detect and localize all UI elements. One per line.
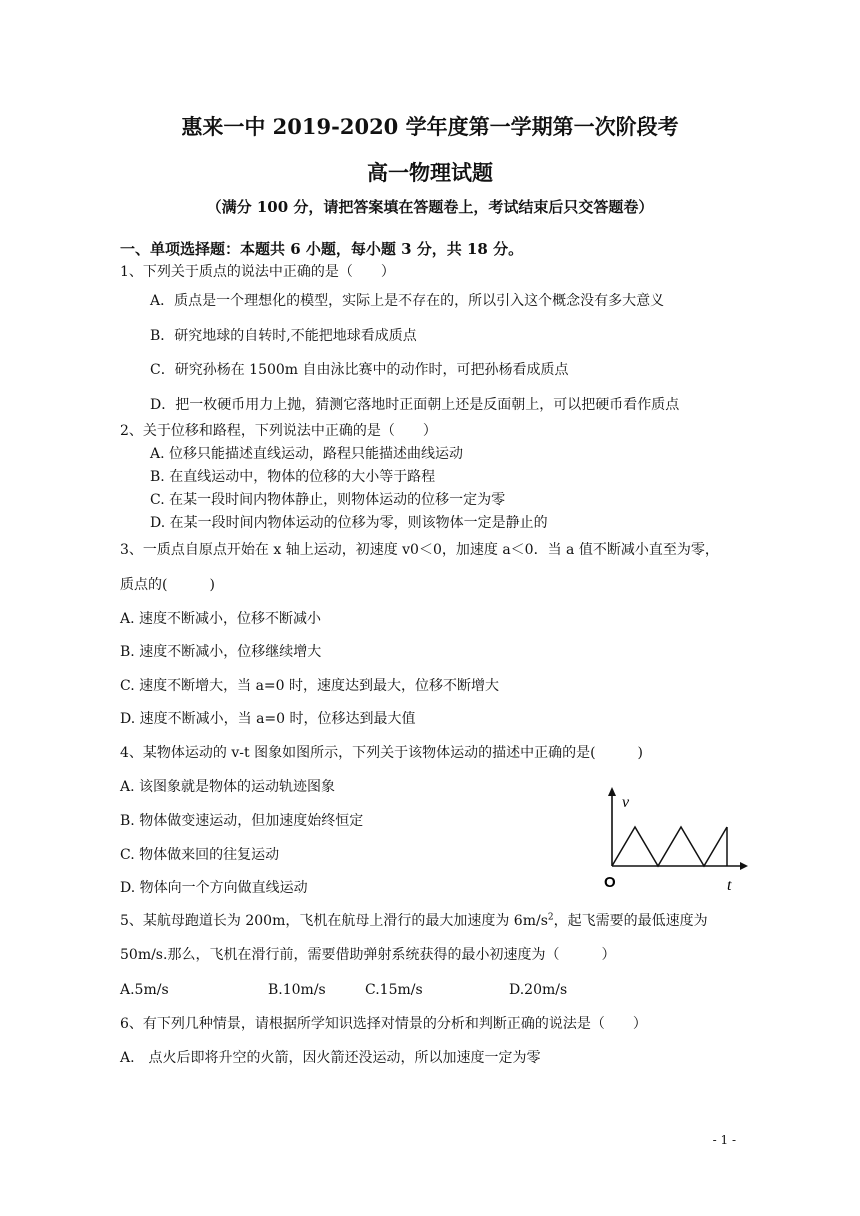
question-2-option-c: C. 在某一段时间内物体静止，则物体运动的位移一定为零 — [150, 492, 506, 508]
question-5-option-a: A.5m/s — [120, 982, 169, 998]
question-4-option-b: B. 物体做变速运动，但加速度始终恒定 — [120, 813, 364, 829]
exam-note: （满分 100 分，请把答案填在答题卷上，考试结束后只交答题卷） — [206, 198, 654, 216]
vt-graph-figure — [600, 786, 750, 894]
section-heading: 一、单项选择题：本题共 6 小题，每小题 3 分，共 18 分。 — [120, 240, 524, 258]
question-3-option-b: B. 速度不断减小，位移继续增大 — [120, 644, 322, 660]
exam-subtitle: 高一物理试题 — [367, 160, 493, 185]
question-1-option-c: C．研究孙杨在 1500m 自由泳比赛中的动作时，可把孙杨看成质点 — [150, 362, 569, 378]
question-5-option-d: D.20m/s — [509, 982, 568, 998]
question-2-option-b: B. 在直线运动中，物体的位移的大小等于路程 — [150, 469, 436, 485]
question-5-stem-text-end: ，起飞需要的最低速度为 — [553, 913, 708, 929]
question-4-stem: 4、某物体运动的 v-t 图象如图所示，下列关于该物体运动的描述中正确的是( ) — [120, 745, 643, 761]
exam-title: 惠来一中 2019-2020 学年度第一学期第一次阶段考 — [181, 114, 679, 139]
t-axis-label: t — [727, 877, 732, 894]
question-3-stem-line-2: 质点的( ) — [120, 577, 215, 593]
question-3-option-a: A. 速度不断减小，位移不断减小 — [120, 611, 322, 627]
vt-curve — [612, 827, 727, 866]
question-1-stem: 1、下列关于质点的说法中正确的是（ ） — [120, 264, 395, 280]
superscript-2: 2 — [547, 912, 554, 923]
question-1-option-a: A．质点是一个理想化的模型，实际上是不存在的，所以引入这个概念没有多大意义 — [150, 293, 665, 309]
t-axis-arrow — [740, 862, 748, 870]
question-3-option-d: D. 速度不断减小，当 a=0 时，位移达到最大值 — [120, 711, 416, 727]
question-1-option-d: D．把一枚硬币用力上抛，猜测它落地时正面朝上还是反面朝上，可以把硬币看作质点 — [150, 397, 680, 413]
page-number: - 1 - — [712, 1133, 736, 1147]
question-6-option-a: A. 点火后即将升空的火箭，因火箭还没运动，所以加速度一定为零 — [120, 1050, 541, 1066]
question-2-stem: 2、关于位移和路程，下列说法中正确的是（ ） — [120, 423, 437, 439]
question-3-option-c: C. 速度不断增大，当 a=0 时，速度达到最大，位移不断增大 — [120, 678, 499, 694]
question-5-option-c: C.15m/s — [365, 982, 423, 998]
origin-label: O — [604, 874, 616, 891]
question-2-option-d: D. 在某一段时间内物体运动的位移为零，则该物体一定是静止的 — [150, 515, 548, 531]
v-axis-arrow — [608, 787, 616, 796]
question-3-stem-line-1: 3、一质点自原点开始在 x 轴上运动，初速度 v0＜0，加速度 a＜0．当 a 值不断减小直至为零， — [120, 542, 719, 558]
question-4-option-a: A. 该图象就是物体的运动轨迹图象 — [120, 779, 336, 795]
question-1-option-b: B．研究地球的自转时,不能把地球看成质点 — [150, 328, 417, 344]
question-5-stem-text: 5、某航母跑道长为 200m，飞机在航母上滑行的最大加速度为 6m/s — [120, 913, 548, 929]
v-axis-label: v — [622, 794, 630, 811]
question-5-stem-line-2: 50m/s.那么，飞机在滑行前，需要借助弹射系统获得的最小初速度为（ ） — [120, 947, 616, 963]
question-5-option-b: B.10m/s — [268, 982, 326, 998]
question-4-option-d: D. 物体向一个方向做直线运动 — [120, 880, 308, 896]
question-2-option-a: A. 位移只能描述直线运动，路程只能描述曲线运动 — [150, 446, 464, 462]
question-6-stem: 6、有下列几种情景，请根据所学知识选择对情景的分析和判断正确的说法是（ ） — [120, 1016, 647, 1032]
question-5-stem-line-1 — [120, 912, 708, 930]
question-4-option-c: C. 物体做来回的往复运动 — [120, 847, 280, 863]
